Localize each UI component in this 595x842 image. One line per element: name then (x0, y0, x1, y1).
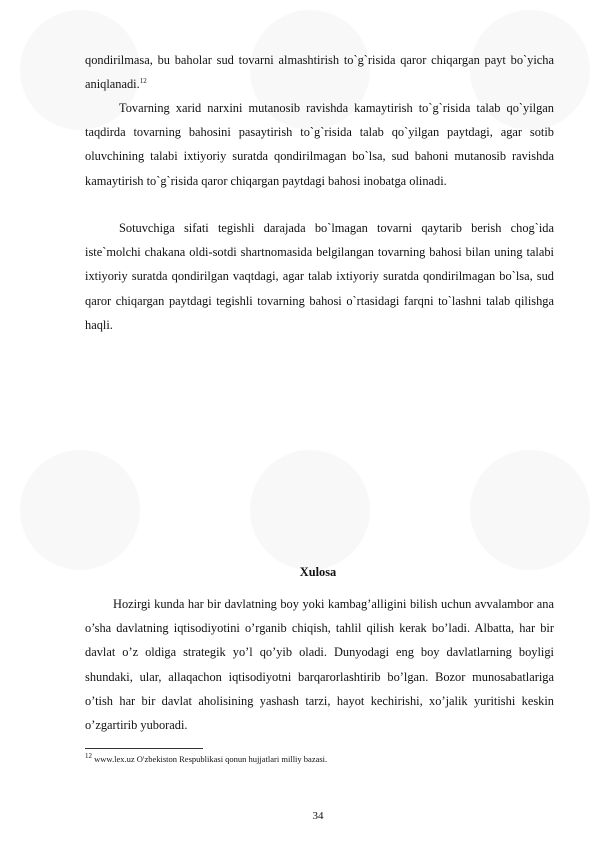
paragraph-intro (85, 48, 554, 96)
footnote-reference: 12 (139, 77, 147, 86)
footnote (85, 754, 327, 764)
footnote-text: www.lex.uz O'zbekiston Respublikasi qonun hujjatlari milliy bazasi. (94, 754, 328, 764)
paragraph-return: Sotuvchiga sifati tegishli darajada bo`lmagan tovarni qaytarib berish chog`ida iste`molchi chakana oldi-sotdi shartnomasida belgilangan tovarning bahosi bilan uning talabi ixtiyoriy suratda qondirilgan vaqtdagi, agar talab ixtiyoriy suratda qondirilmagan bo`lsa, sud qaror chiqargan paytdagi tegishli tovarning bahosi o`rtasidagi farqni to`lashni talab qilishga haqli. (85, 221, 554, 332)
footnote-number: 12 (85, 752, 92, 761)
page-number: 34 (312, 810, 324, 822)
footnote-divider (85, 748, 203, 749)
watermark-shape (20, 450, 140, 570)
paragraph-price-reduction: Tovarning xarid narxini mutanosib ravishda kamaytirish to`g`risida talab qo`yilgan taqdirda tovarning bahosini pasaytirish to`g`risida talab qo`yilgan paytdagi, agar sotib oluvchining talabi ixtiyoriy suratda qondirilmagan bo`lsa, sud bahoni mutanosib ravishda kamaytirish to`g`risida qaror chiqargan paytdagi bahosi inobatga olinadi. (85, 101, 554, 188)
paragraph-text: qondirilmasa, bu baholar sud tovarni almashtirish to`g`risida qaror chiqargan payt bo`yicha aniqlanadi. (85, 53, 554, 92)
paragraph-conclusion: Hozirgi kunda har bir davlatning boy yoki kambag’alligini bilish uchun avvalambor ana o’sha davlatning iqtisodiyotini o’rganib chiqish, tahlil qilish kerak bo’ladi. Albatta, har bir davlat o’z oldiga strategik yo’l qo’yib oladi. Dunyodagi eng boy davlatlarning boyligi shundaki, ular, allaqachon iqtisodiyotni barqarorlashtirib bo’lgan. Bozor munosabatlariga o’tish har bir davlat aholisining yashash tarzi, hayot kechirishi, xo’jalik yuritishi keskin o’zgartirib yuboradi. (85, 597, 554, 733)
watermark-shape (250, 450, 370, 570)
section-title: Xulosa (299, 565, 337, 579)
watermark-shape (470, 450, 590, 570)
